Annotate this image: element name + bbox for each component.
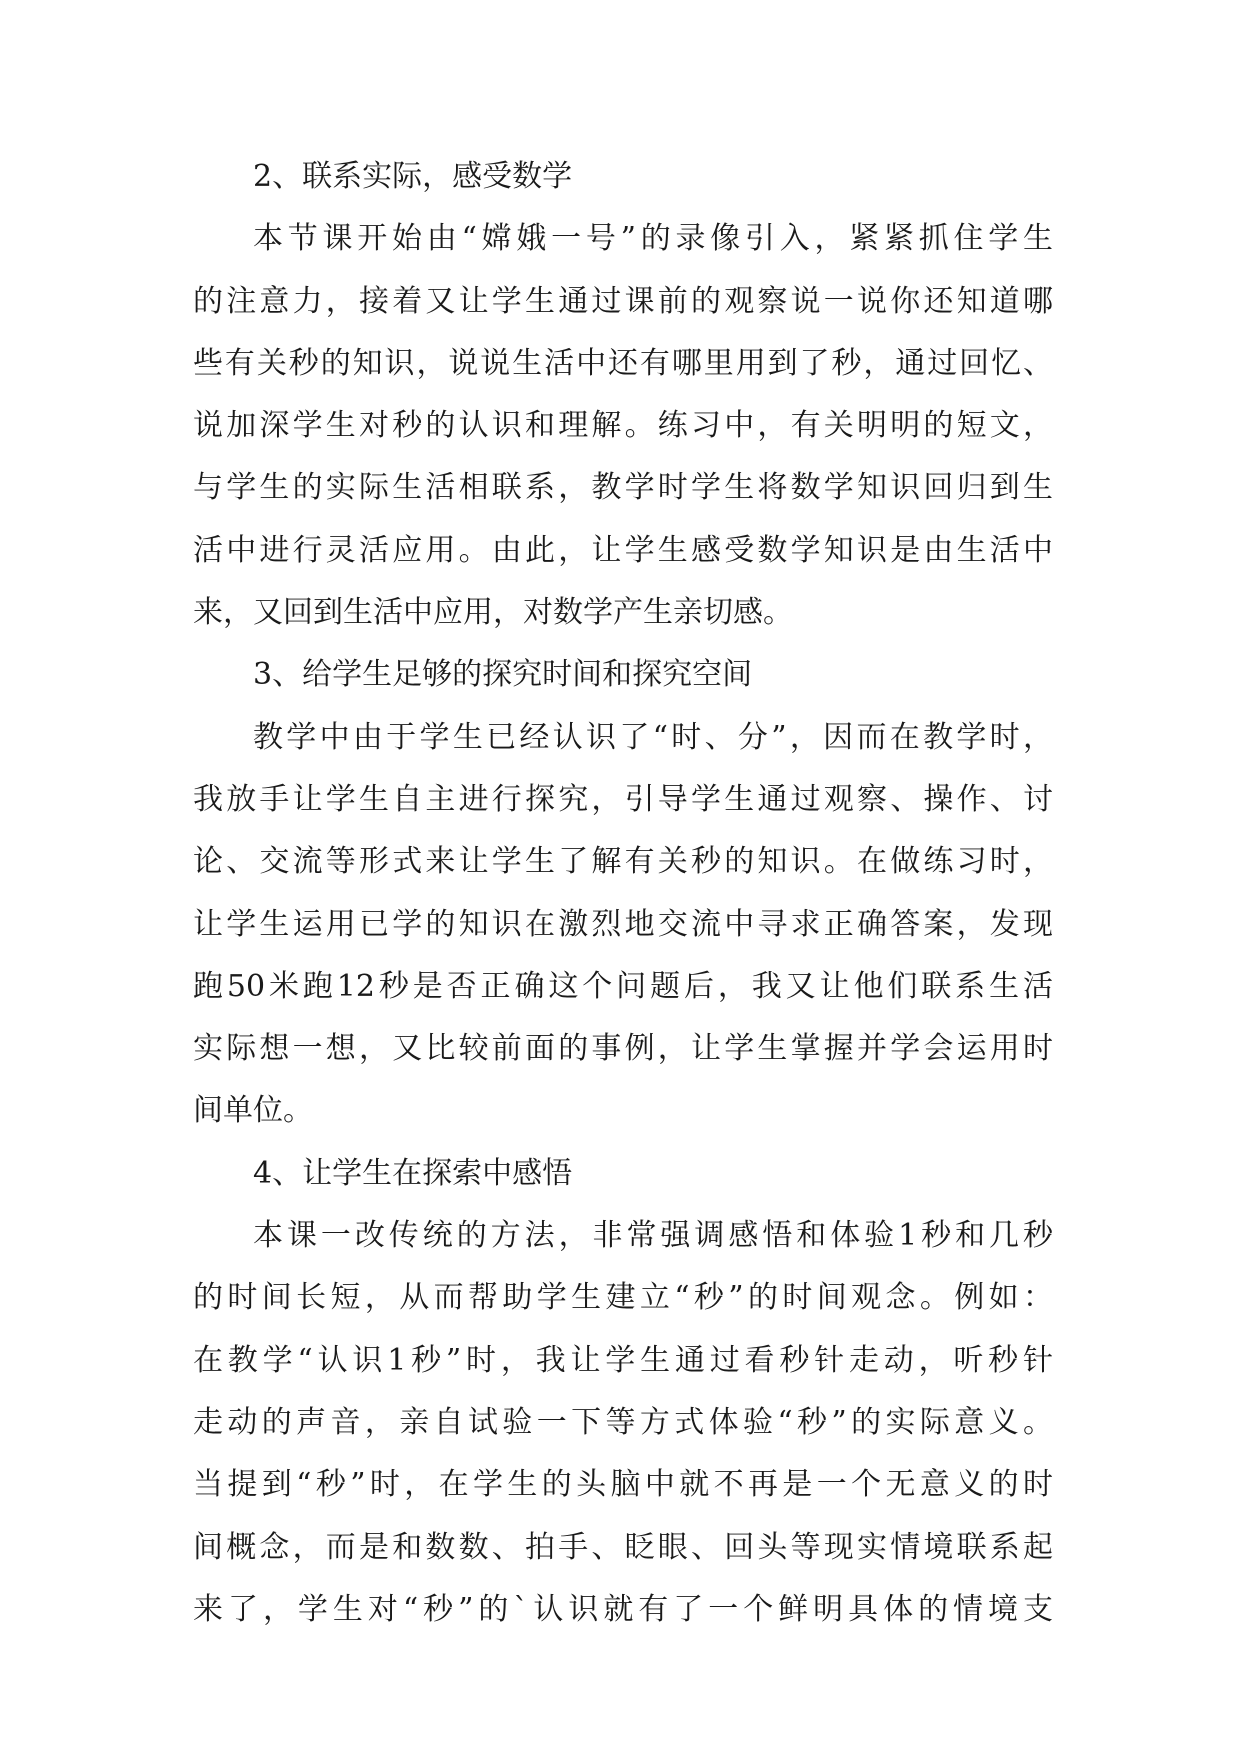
text-line: 与学生的实际生活相联系，教学时学生将数学知识回归到生 xyxy=(193,470,1053,506)
text-line: 在教学“认识1秒”时，我让学生通过看秒针走动，听秒针 xyxy=(193,1342,1053,1378)
text-line: 跑50米跑12秒是否正确这个问题后，我又让他们联系生活 xyxy=(193,968,1053,1004)
paragraph-first-line: 3、给学生足够的探究时间和探究空间 xyxy=(253,657,753,693)
text-line: 实际想一想，又比较前面的事例，让学生掌握并学会运用时 xyxy=(193,1031,1053,1067)
text-line: 些有关秒的知识，说说生活中还有哪里用到了秒，通过回忆、 xyxy=(193,345,1053,381)
text-line: 活中进行灵活应用。由此，让学生感受数学知识是由生活中 xyxy=(193,532,1053,568)
text-line: 的注意力，接着又让学生通过课前的观察说一说你还知道哪 xyxy=(193,283,1053,319)
text-line: 间单位。 xyxy=(193,1093,313,1129)
text-line: 当提到“秒”时，在学生的头脑中就不再是一个无意义的时 xyxy=(193,1467,1053,1503)
text-line: 走动的声音，亲自试验一下等方式体验“秒”的实际意义。 xyxy=(193,1404,1053,1440)
text-line: 说加深学生对秒的认识和理解。练习中，有关明明的短文， xyxy=(193,408,1053,444)
paragraph-first-line: 2、联系实际，感受数学 xyxy=(253,159,573,194)
text-line: 让学生运用已学的知识在激烈地交流中寻求正确答案，发现 xyxy=(193,906,1053,942)
paragraph-first-line: 本课一改传统的方法，非常强调感悟和体验1秒和几秒 xyxy=(253,1218,1053,1254)
paragraph-first-line: 4、让学生在探索中感悟 xyxy=(253,1155,573,1191)
text-line: 间概念，而是和数数、拍手、眨眼、回头等现实情境联系起 xyxy=(193,1529,1053,1565)
text-line: 我放手让学生自主进行探究，引导学生通过观察、操作、讨 xyxy=(193,781,1053,817)
document-body xyxy=(193,146,1053,1641)
text-line: 的时间长短，从而帮助学生建立“秒”的时间观念。例如： xyxy=(193,1280,1053,1316)
paragraph-first-line: 本节课开始由“嫦娥一号”的录像引入，紧紧抓住学生 xyxy=(253,221,1053,257)
text-line: 来了，学生对“秒”的`认识就有了一个鲜明具体的情境支 xyxy=(193,1591,1053,1627)
paragraph-first-line: 教学中由于学生已经认识了“时、分”，因而在教学时， xyxy=(253,719,1053,755)
text-line: 来，又回到生活中应用，对数学产生亲切感。 xyxy=(193,595,793,631)
text-line: 论、交流等形式来让学生了解有关秒的知识。在做练习时， xyxy=(193,844,1053,880)
